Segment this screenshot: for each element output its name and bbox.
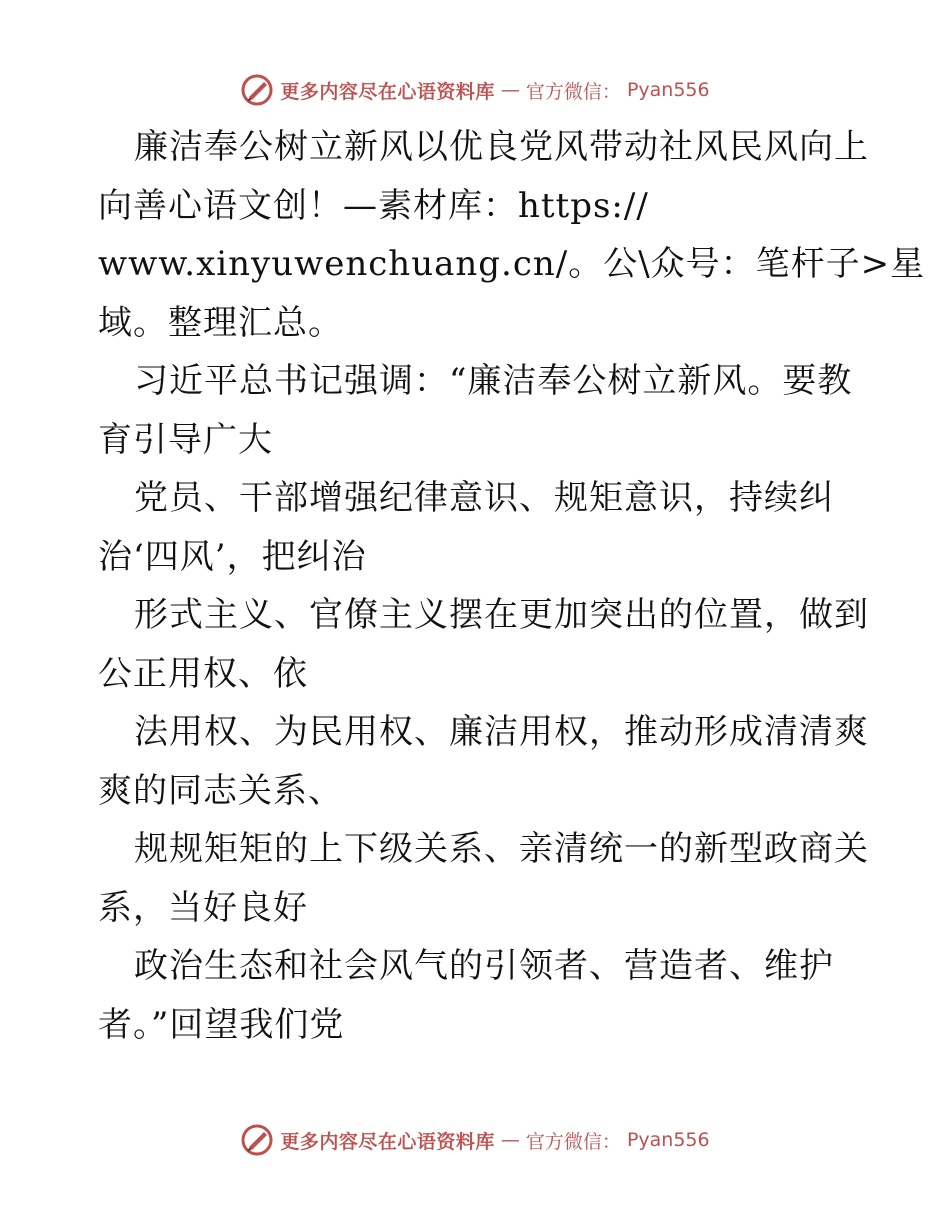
header-wechat-label: 官方微信：: [525, 80, 621, 103]
paragraph-line: 法用权、为民用权、廉洁用权，推动形成清清爽: [134, 712, 869, 752]
quill-logo-icon: [240, 73, 274, 107]
paragraph-line: 者。”回望我们党: [98, 1004, 345, 1045]
header-wechat-id: Pyan556: [626, 79, 710, 101]
quill-logo-icon: [240, 1123, 274, 1157]
paragraph-line: 习近平总书记强调：“廉洁奉公树立新风。要教: [134, 361, 853, 401]
paragraph-line: 系，当好良好: [98, 887, 308, 928]
paragraph-line: www.xinyuwenchuang.cn/。公\众号：笔杆子>星: [98, 244, 926, 284]
header-brand-text: 更多内容尽在心语资料库: [280, 80, 495, 103]
document-body: [98, 118, 926, 1054]
footer-dash: —: [500, 1129, 520, 1151]
header-banner: [0, 70, 950, 110]
paragraph-line: 向善心语文创！—素材库：https://: [98, 185, 649, 226]
paragraph-line: 规规矩矩的上下级关系、亲清统一的新型政商关: [134, 829, 869, 869]
paragraph-line: 育引导广大: [98, 419, 273, 460]
paragraph-line: 域。整理汇总。: [98, 302, 343, 343]
paragraph-line: 爽的同志关系、: [98, 770, 343, 811]
paragraph-line: 治‘四风’，把纠治: [98, 536, 367, 577]
header-dash: —: [500, 79, 520, 101]
paragraph-line: 党员、干部增强纪律意识、规矩意识，持续纠: [134, 478, 834, 518]
footer-brand-text: 更多内容尽在心语资料库: [280, 1130, 495, 1153]
footer-wechat-id: Pyan556: [626, 1129, 710, 1151]
paragraph-line: 形式主义、官僚主义摆在更加突出的位置，做到: [134, 595, 869, 635]
paragraph-line: 公正用权、依: [98, 653, 308, 694]
footer-wechat-label: 官方微信：: [525, 1130, 621, 1153]
paragraph-line: 廉洁奉公树立新风以优良党风带动社风民风向上: [134, 127, 869, 167]
footer-banner: [0, 1120, 950, 1160]
paragraph-line: 政治生态和社会风气的引领者、营造者、维护: [134, 946, 834, 986]
